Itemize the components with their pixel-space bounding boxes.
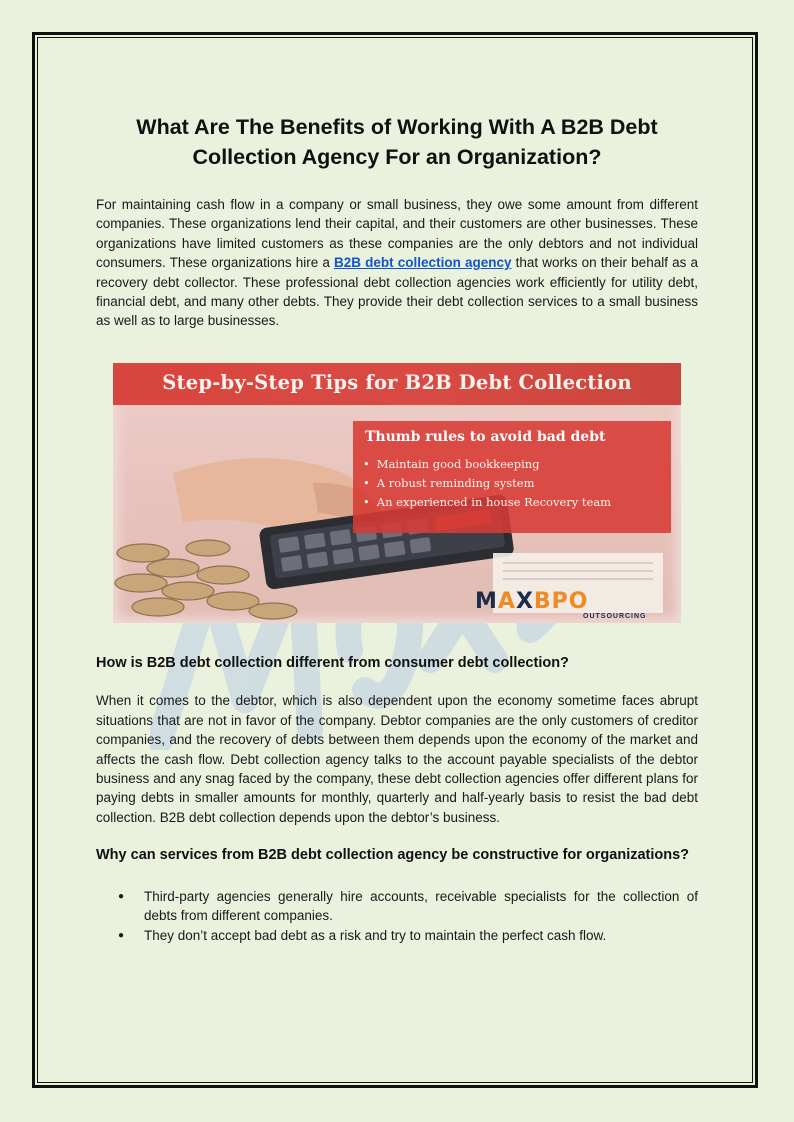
section-paragraph-difference: When it comes to the debtor, which is also dependent upon the economy sometime faces abrupt situations that are not in favor of the company. Debtor companies are the only customers of creditor companies, and the recovery of debts between them depends upon the economy of the market and affects the cash flow. Debt collection agency talks to the account payable specialists of the debtor business and any snag faced by the company, these debt collection agencies offer different plans for paying debts in smaller amounts for monthly, quarterly and half-yearly basis to resist the bad debt collection. B2B debt collection depends upon the debtor’s business. xyxy=(96,693,698,825)
logo-tagline: OUTSOURCING xyxy=(583,612,647,620)
section-heading-difference: How is B2B debt collection different from consumer debt collection? xyxy=(96,654,569,671)
banner-panel-item: • An experienced in house Recovery team xyxy=(363,493,611,512)
b2b-debt-collection-tips-image xyxy=(113,363,681,623)
bullet-item: ● Third-party agencies generally hire accounts, receivable specialists for the collection of debts from different companies. xyxy=(96,887,698,926)
logo-letter: A xyxy=(497,588,516,614)
logo-bpo: BPO xyxy=(533,588,589,614)
banner-panel-item: • A robust reminding system xyxy=(363,474,611,493)
logo-letter: X xyxy=(515,588,534,614)
intro-paragraph xyxy=(96,195,698,331)
banner-panel-item: • Maintain good bookkeeping xyxy=(363,455,611,474)
intro-text-before-link: For maintaining cash flow in a company or small business, they owe some amount from different companies. These organizations lend their capital, and their customers are other businesses. These organizations have limited customers as these companies are the only debtors and not individual consumers. These organizations hire a xyxy=(96,197,698,271)
banner-panel-list xyxy=(363,455,611,512)
intro-text-after-link: that works on their behalf as a recovery debt collector. These professional debt collection agencies work efficiently for utility debt, financial debt, and many other debts. They provide their debt collection services to a small business as well as to large businesses. xyxy=(96,255,698,329)
page-title: What Are The Benefits of Working With A B2B Debt Collection Agency For an Organization? xyxy=(136,115,658,169)
banner-tips-panel xyxy=(353,421,671,533)
banner-title: Step-by-Step Tips for B2B Debt Collection xyxy=(162,370,632,394)
logo-letter: M xyxy=(475,588,498,614)
b2b-debt-collection-agency-link[interactable]: B2B debt collection agency xyxy=(334,255,512,271)
section-heading-why: Why can services from B2B debt collection agency be constructive for organizations? xyxy=(96,847,690,864)
banner-panel-heading: Thumb rules to avoid bad debt xyxy=(365,428,606,445)
benefits-bullet-list xyxy=(96,887,698,945)
maxbpo-logo xyxy=(475,589,589,614)
document-content xyxy=(96,112,698,945)
bullet-item: ● They don’t accept bad debt as a risk and try to maintain the perfect cash flow. xyxy=(96,926,698,945)
